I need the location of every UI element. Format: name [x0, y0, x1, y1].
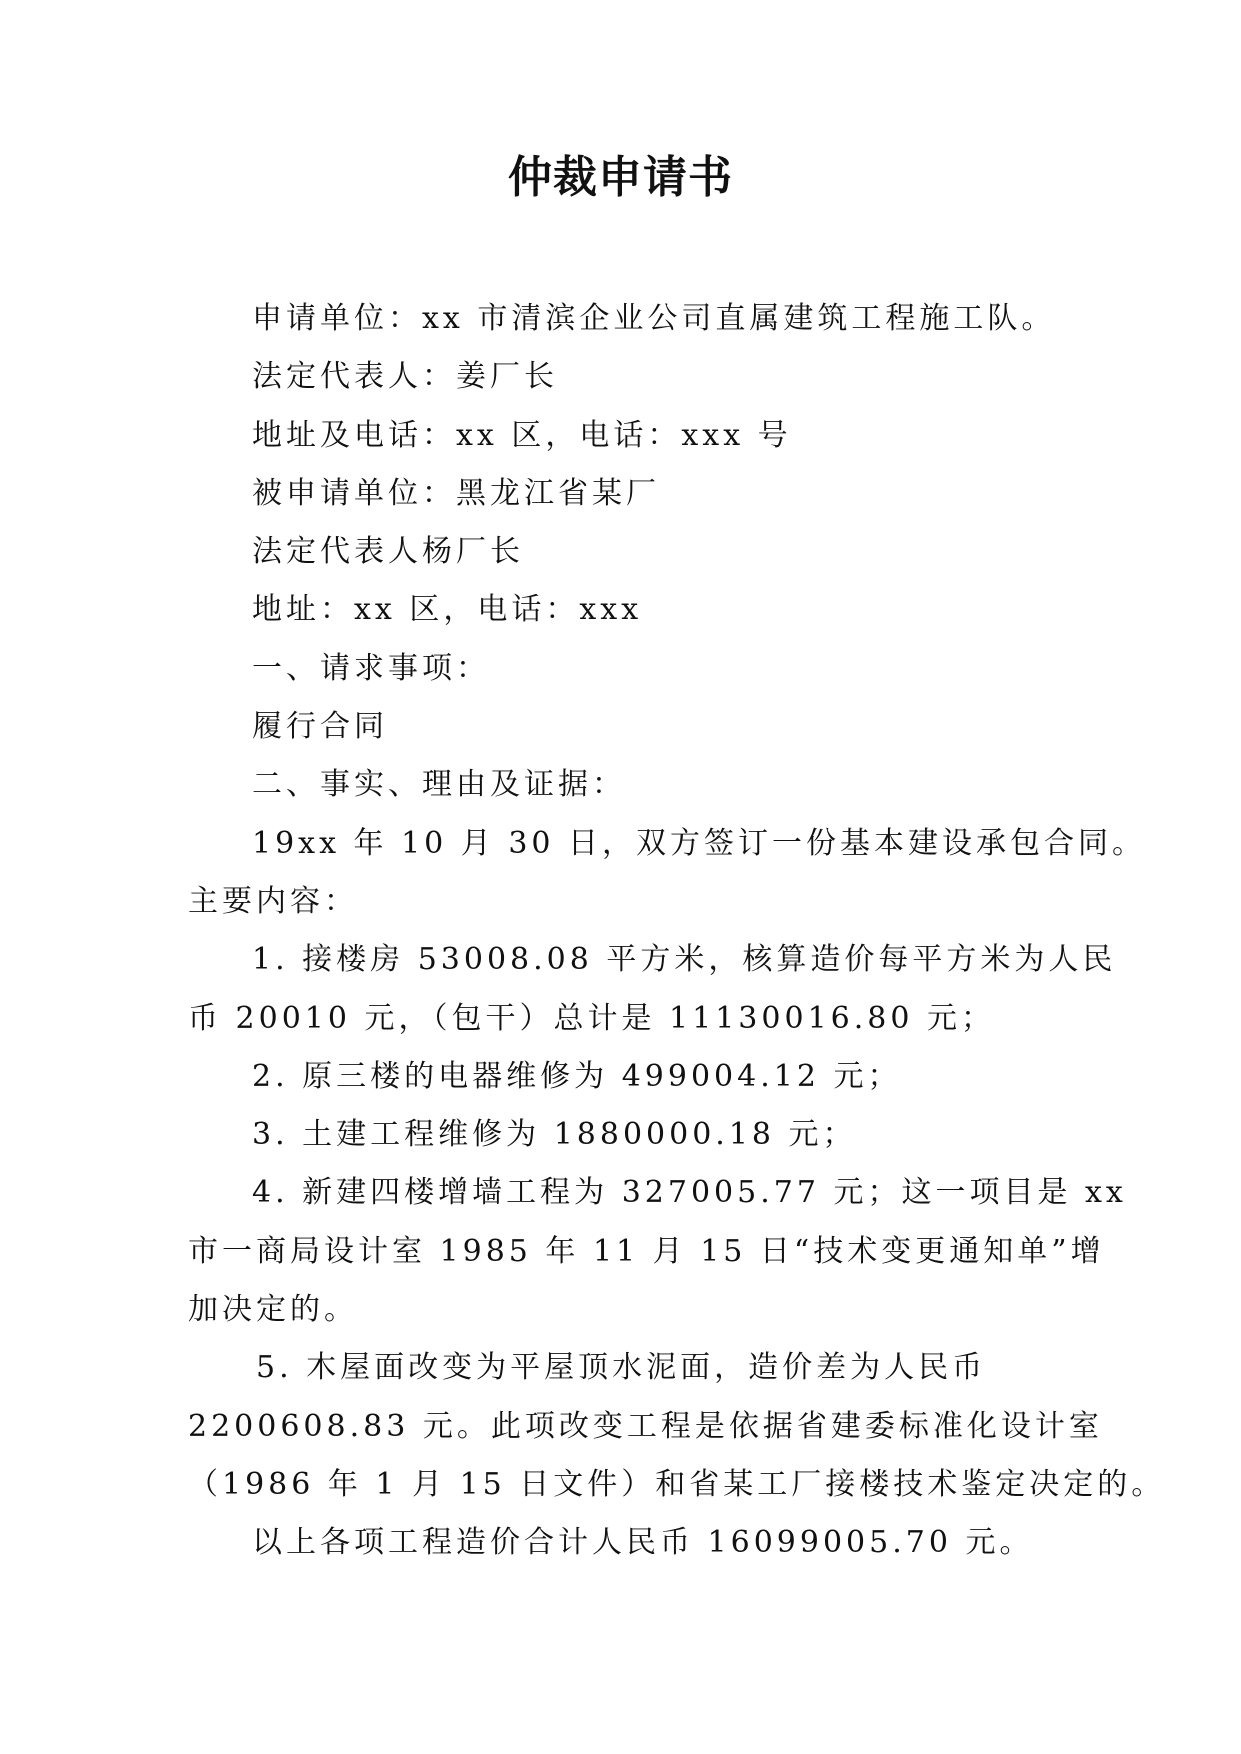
document-body: [188, 290, 1166, 1573]
applicant-address-line: 地址及电话：xx 区，电话：xxx 号: [252, 417, 792, 453]
applicant-line: 申请单位：xx 市清滨企业公司直属建筑工程施工队。: [252, 301, 1056, 336]
item-4-line: 4. 新建四楼增墙工程为 327005.77 元；这一项目是 xx: [252, 1175, 1127, 1211]
item-1-line: 1. 接楼房 53008.08 平方米，核算造价每平方米为人民: [252, 942, 1117, 978]
item-2-line: 2. 原三楼的电器维修为 499004.12 元；: [252, 1058, 902, 1094]
facts-paragraph-line: 19xx 年 10 月 30 日，双方签订一份基本建设承包合同。: [252, 825, 1147, 861]
respondent-line: 被申请单位：黑龙江省某厂: [252, 475, 660, 511]
applicant-representative-line: 法定代表人：姜厂长: [252, 359, 558, 395]
facts-paragraph-line: 主要内容：: [188, 883, 358, 919]
item-1-line: 币 20010 元，（包干）总计是 11130016.80 元；: [188, 1000, 995, 1036]
item-5-line: 2200608.83 元。此项改变工程是依据省建委标准化设计室: [188, 1408, 1103, 1444]
section-heading-facts: 二、事实、理由及证据：: [252, 767, 626, 803]
total-line: 以上各项工程造价合计人民币 16099005.70 元。: [252, 1525, 1034, 1561]
item-5-line: 5. 木屋面改变为平屋顶水泥面，造价差为人民币: [256, 1350, 987, 1386]
claims-text: 履行合同: [252, 709, 388, 745]
document-title: 仲裁申请书: [508, 152, 733, 203]
respondent-address-line: 地址：xx 区，电话：xxx: [252, 592, 643, 628]
respondent-representative-line: 法定代表人杨厂长: [252, 534, 524, 570]
item-3-line: 3. 土建工程维修为 1880000.18 元；: [252, 1117, 857, 1153]
item-5-line: （1986 年 1 月 15 日文件）和省某工厂接楼技术鉴定决定的。: [188, 1466, 1166, 1502]
section-heading-claims: 一、请求事项：: [252, 650, 490, 686]
item-4-line: 加决定的。: [188, 1292, 358, 1328]
item-4-line: 市一商局设计室 1985 年 11 月 15 日“技术变更通知单”增: [188, 1233, 1105, 1269]
